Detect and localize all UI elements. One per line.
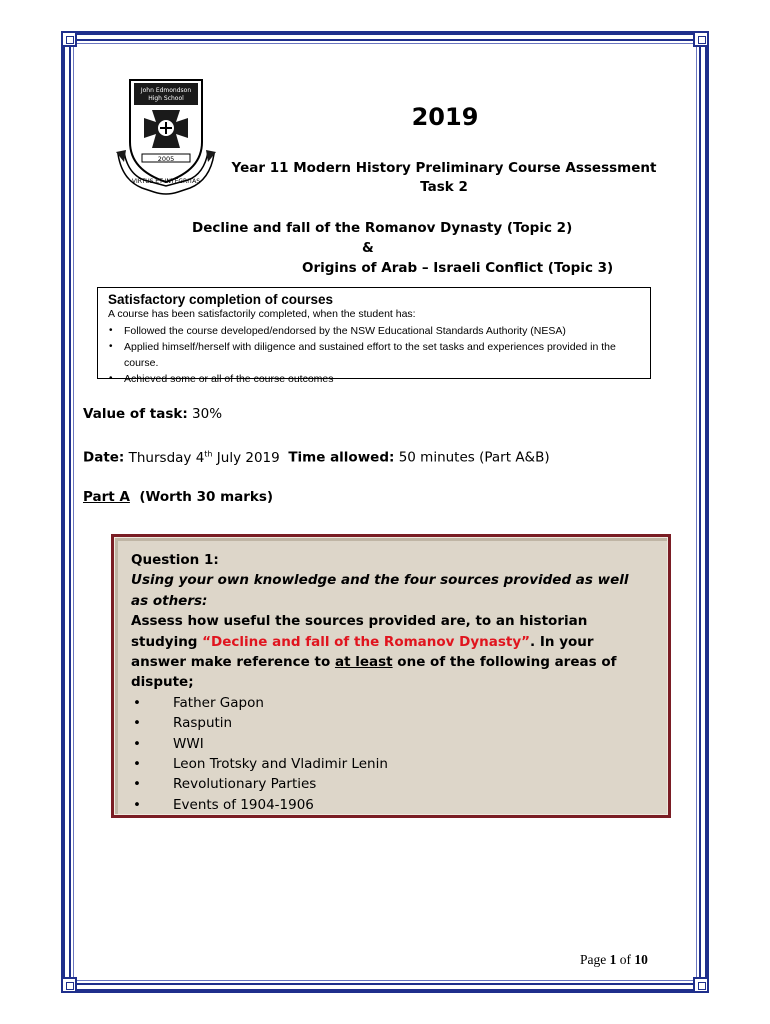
dispute-area-item: • Events of 1904-1906: [131, 795, 646, 815]
satisfactory-criterion: • Applied himself/herself with diligence and sustained effort to the set tasks and experiences provided in the course.: [108, 339, 642, 371]
date-ordinal: th: [204, 449, 213, 458]
svg-text:VIRTUS ET INTEGRITAS: VIRTUS ET INTEGRITAS: [131, 178, 201, 185]
satisfactory-criterion: • Followed the course developed/endorsed by the NSW Educational Standards Authority (NESA): [108, 323, 642, 339]
task-number: Task 2: [420, 179, 468, 195]
question-content: [131, 550, 646, 815]
question-instruction: Using your own knowledge and the four sources provided as well as others:: [131, 572, 629, 609]
page-current: 1: [609, 952, 617, 967]
course-title: Year 11 Modern History Preliminary Course Assessment: [231, 160, 657, 176]
question-prompt: [131, 611, 646, 693]
question-number: Question 1:: [131, 552, 219, 568]
date-month-year: July 2019: [212, 449, 280, 466]
dispute-area-item: • Father Gapon: [131, 693, 646, 713]
topic-2: Origins of Arab – Israeli Conflict (Topic 3): [302, 260, 614, 276]
satisfactory-completion-box: [97, 287, 651, 385]
dispute-area-item: • WWI: [131, 734, 646, 754]
topic-ampersand: &: [362, 240, 374, 256]
task-value-line: [83, 406, 222, 422]
part-heading: [83, 489, 273, 505]
svg-text:John Edmondson: John Edmondson: [140, 87, 192, 94]
border-corner-bottom-right: [693, 977, 709, 993]
part-label: Part A: [83, 489, 130, 505]
svg-text:High School: High School: [148, 95, 184, 102]
time-allowed-label: Time allowed:: [288, 449, 395, 466]
date-day: Thursday 4: [128, 449, 205, 466]
areas-of-dispute-list: [131, 693, 646, 815]
date-value: [129, 450, 280, 466]
page-total: 10: [634, 952, 648, 967]
dispute-area-item: • Rasputin: [131, 713, 646, 733]
satisfactory-criteria-list: [108, 323, 642, 387]
border-corner-top-right: [693, 31, 709, 47]
question-prompt-end: one of the following areas of dispute;: [131, 654, 617, 691]
question-prompt-start: Assess how useful the sources provided are, to an historian studying: [131, 613, 588, 650]
assessment-year: 2019: [411, 103, 479, 131]
svg-text:2005: 2005: [157, 155, 175, 163]
task-value: 30%: [192, 406, 223, 422]
satisfactory-intro: A course has been satisfactorily completed, when the student has:: [108, 308, 416, 320]
topic-1: Decline and fall of the Romanov Dynasty (Topic 2): [192, 220, 573, 236]
time-allowed-value: 50 minutes (Part A&B): [398, 449, 550, 466]
date-label: Date:: [83, 449, 125, 466]
dispute-area-item: • Leon Trotsky and Vladimir Lenin: [131, 754, 646, 774]
question-at-least: at least: [334, 654, 393, 671]
page-of: of: [616, 952, 635, 967]
question-box: [111, 534, 671, 818]
task-value-label: Value of task:: [83, 406, 188, 422]
border-corner-bottom-left: [61, 977, 77, 993]
school-crest-logo: [112, 70, 220, 200]
satisfactory-heading: Satisfactory completion of courses: [108, 292, 334, 307]
part-marks: (Worth 30 marks): [139, 489, 274, 505]
question-prompt-middle: . In your answer make reference to: [131, 633, 594, 671]
page-prefix: Page: [580, 952, 610, 967]
page-number: [580, 952, 648, 968]
border-corner-top-left: [61, 31, 77, 47]
task-date-line: [83, 449, 550, 466]
satisfactory-criterion: • Achieved some or all of the course outcomes: [108, 371, 642, 387]
question-topic-highlight: “Decline and fall of the Romanov Dynasty”: [202, 633, 531, 650]
dispute-area-item: • Revolutionary Parties: [131, 774, 646, 794]
